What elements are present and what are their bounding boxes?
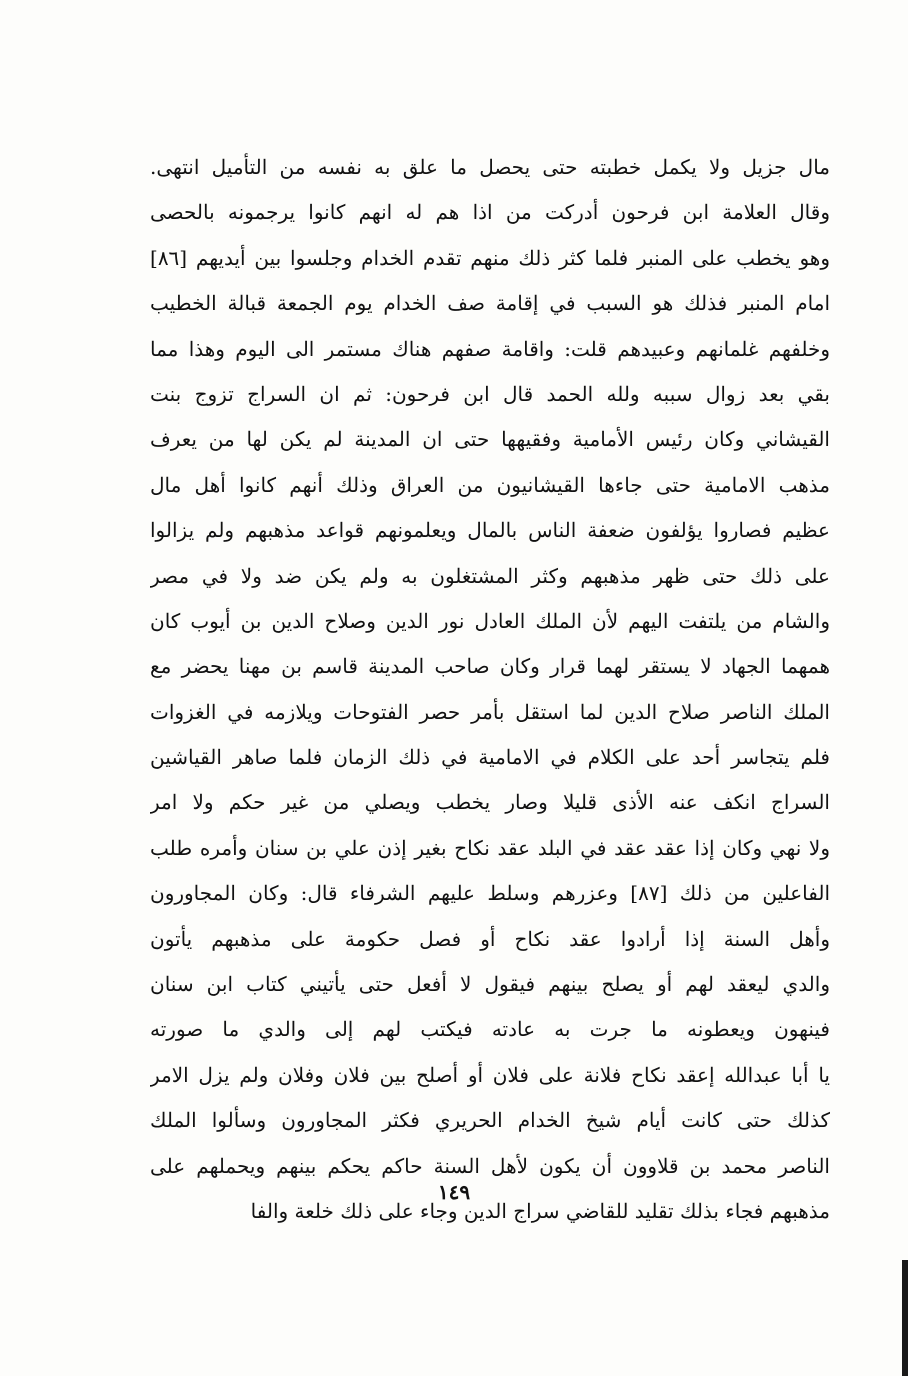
text-line: وخلفهم غلمانهم وعبيدهم قلت: واقامة صفهم هناك مستمر الى اليوم وهذا مما (150, 336, 830, 361)
text-line: وقال العلامة ابن فرحون أدركت من اذا هم له انهم كانوا يرجمونه بالحصى (150, 200, 830, 225)
text-line: ولا نهي وكان إذا عقد عقد في البلد عقد نكاح بغير إذن علي بن سنان وأمره طلب (150, 835, 830, 860)
text-line: وهو يخطب على المنبر فلما كثر ذلك منهم تقدم الخدام وجلسوا بين أيديهم [٨٦] (150, 245, 830, 270)
page-number: ١٤٩ (437, 1180, 471, 1204)
text-line: والشام من يلتفت اليهم لأن الملك العادل نور الدين وصلاح الدين بن أيوب كان (150, 608, 830, 633)
body-text (150, 145, 830, 1234)
text-line: الناصر محمد بن قلاوون أن يكون لأهل السنة حاكم يحكم بينهم ويحملهم على (150, 1153, 830, 1178)
text-line: على ذلك حتى ظهر مذهبهم وكثر المشتغلون به ولم يكن ضد ولا في مصر (150, 563, 830, 588)
scan-edge-mark (902, 1260, 908, 1376)
text-line: همهما الجهاد لا يستقر لهما قرار وكان صاحب المدينة قاسم بن مهنا يحضر مع (150, 654, 830, 679)
text-line: الفاعلين من ذلك [٨٧] وعزرهم وسلط عليهم الشرفاء قال: وكان المجاورون (150, 881, 830, 906)
text-line: السراج انكف عنه الأذى قليلا وصار يخطب ويصلي من غير حكم ولا امر (150, 790, 830, 815)
text-line: فلم يتجاسر أحد على الكلام في الامامية في ذلك الزمان فلما صاهر القياشين (150, 745, 830, 770)
text-line: كذلك حتى كانت أيام شيخ الخدام الحريري فكثر المجاورون وسألوا الملك (150, 1108, 830, 1133)
text-line: القيشاني وكان رئيس الأمامية وفقيهها حتى ان المدينة لم يكن لها من يعرف (150, 427, 830, 452)
text-line: الملك الناصر صلاح الدين لما استقل بأمر حصر الفتوحات ويلازمه في الغزوات (150, 699, 830, 724)
text-line: بقي بعد زوال سببه ولله الحمد قال ابن فرحون: ثم ان السراج تزوج بنت (150, 381, 830, 406)
text-line: عظيم فصاروا يؤلفون ضعفة الناس بالمال ويعلمونهم قواعد مذهبهم ولم يزالوا (150, 518, 830, 543)
text-line: مذهب الامامية حتى جاءها القيشانيون من العراق وذلك أنهم كانوا أهل مال (150, 472, 830, 497)
text-line: فينهون ويعطونه ما جرت به عادته فيكتب لهم إلى والدي ما صورته (150, 1017, 830, 1042)
text-line: وأهل السنة إذا أرادوا عقد نكاح أو فصل حكومة على مذهبهم يأتون (150, 926, 830, 951)
text-line: مال جزيل ولا يكمل خطبته حتى يحصل ما علق به نفسه من التأميل انتهى. (150, 155, 830, 179)
text-line: يا أبا عبدالله إعقد نكاح فلانة على فلان أو أصلح بين فلان وفلان ولم يزل الامر (150, 1062, 830, 1087)
text-line: امام المنبر فذلك هو السبب في إقامة صف الخدام يوم الجمعة قبالة الخطيب (150, 291, 830, 316)
text-line: والدي ليعقد لهم أو يصلح بينهم فيقول لا أفعل حتى يأتيني كتاب ابن سنان (150, 972, 830, 997)
text-line: مذهبهم فجاء بذلك تقليد للقاضي سراج الدين وجاء على ذلك خلعة والفا (250, 1198, 830, 1223)
